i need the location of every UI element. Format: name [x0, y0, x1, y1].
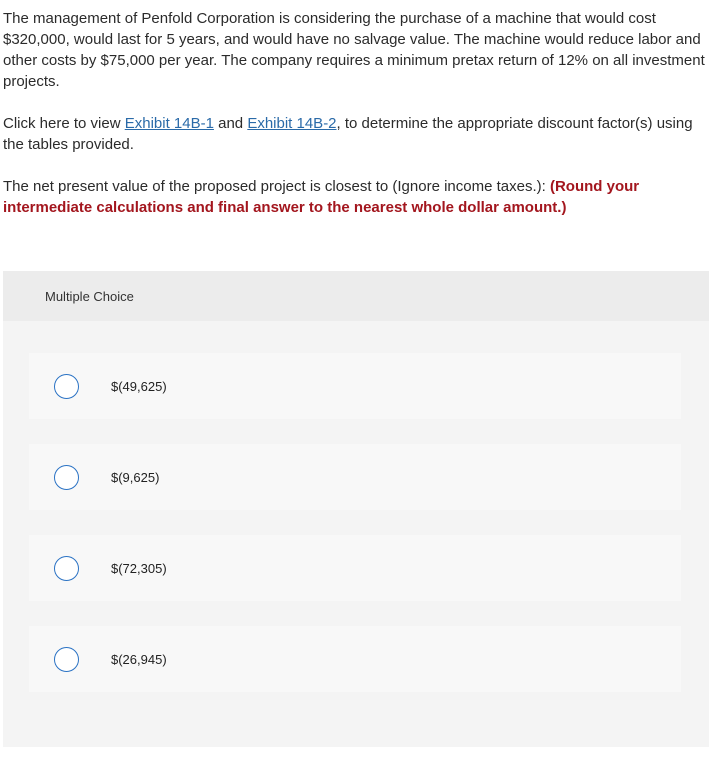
radio-button-icon[interactable] [54, 465, 79, 490]
radio-button-icon[interactable] [54, 374, 79, 399]
question-paragraph-2 [3, 113, 715, 155]
answer-option-label: $(72,305) [111, 560, 167, 576]
question-prompt-text: The net present value of the proposed project is closest to (Ignore income taxes.): [3, 178, 550, 195]
question-paragraph-1: The management of Penfold Corporation is considering the purchase of a machine that would cost $320,000, would last for 5 years, and would have no salvage value. The machine would reduce labor and other costs by $75,000 per year. The company requires a minimum pretax return of 12% on all investment projects. [3, 10, 705, 90]
question-text [3, 8, 715, 239]
answer-option-4[interactable] [29, 626, 681, 692]
radio-button-icon[interactable] [54, 647, 79, 672]
multiple-choice-title: Multiple Choice [45, 288, 134, 304]
rounding-instruction: (Round your intermediate calculations and final answer to the nearest whole dollar amount.) [3, 178, 640, 216]
exhibit-prefix-text: Click here to view [3, 115, 125, 132]
answer-option-3[interactable] [29, 535, 681, 601]
exhibit-and-text: and [213, 115, 248, 132]
multiple-choice-panel [3, 271, 709, 747]
question-paragraph-3 [3, 176, 715, 218]
answer-option-label: $(49,625) [111, 378, 167, 394]
exhibit-suffix-text: , to determine the appropriate discount factor(s) using the tables provided. [3, 115, 693, 153]
answer-option-label: $(26,945) [111, 651, 167, 667]
answer-option-1[interactable] [29, 353, 681, 419]
answer-option-2[interactable] [29, 444, 681, 510]
multiple-choice-header [3, 271, 709, 321]
radio-button-icon[interactable] [54, 556, 79, 581]
answer-option-label: $(9,625) [111, 469, 160, 485]
exhibit-14b-2-link[interactable]: Exhibit 14B-2 [247, 115, 337, 132]
exhibit-14b-1-link[interactable]: Exhibit 14B-1 [124, 115, 214, 132]
